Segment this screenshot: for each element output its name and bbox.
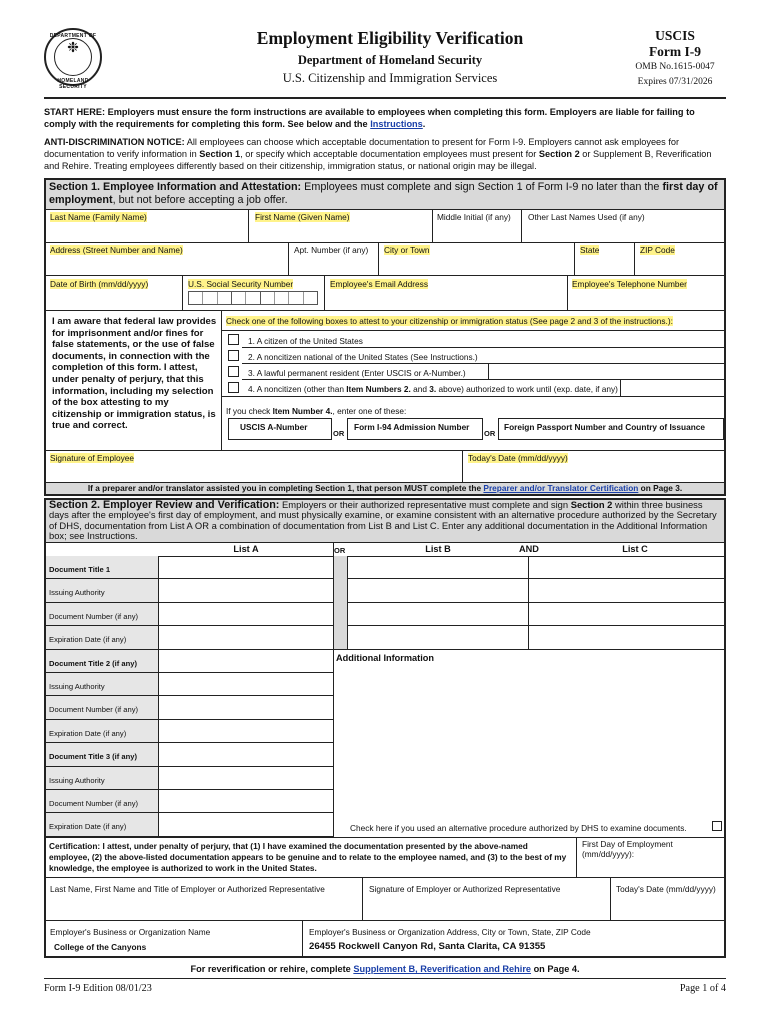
department-name: Department of Homeland Security	[297, 53, 483, 67]
supplement-b-link[interactable]: Supplement B, Reverification and Rehire	[353, 964, 532, 974]
ssn-input[interactable]	[188, 291, 318, 305]
apt-number-input[interactable]	[289, 256, 378, 274]
list-a-input[interactable]	[159, 743, 333, 766]
address-label: Address (Street Number and Name)	[50, 245, 183, 255]
citizen-checkbox[interactable]	[228, 334, 239, 345]
list-or-label: OR	[334, 546, 346, 555]
noncitizen-national-checkbox[interactable]	[228, 350, 239, 361]
list-a-input[interactable]	[159, 579, 333, 602]
additional-info-label: Additional Information	[336, 653, 434, 663]
or-column-shade	[333, 556, 347, 649]
document-row-label: Document Number (if any)	[46, 696, 158, 719]
employee-date-label: Today's Date (mm/dd/yyyy)	[468, 453, 568, 463]
list-a-input[interactable]	[159, 650, 333, 673]
document-row-label: Expiration Date (if any)	[46, 720, 158, 743]
first-day-input[interactable]	[577, 860, 724, 876]
preparer-notice: If a preparer and/or translator assisted you in completing Section 1, that person MUST complete the Preparer and/or Translator Certification on Page 3.	[87, 483, 683, 493]
employer-signature-label: Signature of Employer or Authorized Representative	[369, 884, 561, 894]
form-edition: Form I-9 Edition 08/01/23	[44, 983, 152, 994]
page-number: Page 1 of 4	[679, 983, 726, 994]
first-day-label: First Day of Employment (mm/dd/yyyy):	[582, 839, 673, 859]
business-address-label: Employer's Business or Organization Address, City or Town, State, ZIP Code	[309, 927, 591, 937]
uscis-label: USCIS	[655, 28, 695, 43]
business-name-input[interactable]: College of the Canyons	[54, 942, 147, 952]
alt-procedure-checkbox[interactable]	[712, 821, 722, 831]
reverification-notice: For reverification or rehire, complete Supplement B, Reverification and Rehire on Page 4.	[190, 964, 580, 974]
section-1-title: Section 1. Employee Information and Attestation: Employees must complete and sign Section 1 of Form I-9 no later than the first day of employment, but not before accepting a job offer.	[49, 181, 718, 206]
list-a-input[interactable]	[159, 790, 333, 813]
employee-date-input[interactable]	[463, 463, 724, 481]
list-b-input[interactable]	[348, 626, 528, 649]
business-name-label: Employer's Business or Organization Name	[50, 927, 211, 937]
or-separator-2: OR	[484, 429, 496, 438]
permanent-resident-number-input[interactable]	[489, 364, 724, 378]
work-authorization-expiration-input[interactable]	[621, 380, 724, 395]
phone-label: Employee's Telephone Number	[572, 279, 687, 289]
list-a-input[interactable]	[159, 556, 333, 579]
list-c-input[interactable]	[529, 626, 724, 649]
list-c-input[interactable]	[529, 556, 724, 579]
list-a-input[interactable]	[159, 813, 333, 836]
seal-bottom-text: HOMELAND SECURITY	[57, 78, 89, 90]
form-title: Employment Eligibility Verification	[256, 28, 524, 48]
list-b-input[interactable]	[348, 556, 528, 579]
preparer-certification-link[interactable]: Preparer and/or Translator Certification	[483, 483, 639, 493]
document-row-label: Document Number (if any)	[46, 790, 158, 813]
employer-name-label: Last Name, First Name and Title of Employer or Authorized Representative	[50, 884, 325, 894]
document-row-label: Expiration Date (if any)	[46, 626, 158, 649]
list-a-input[interactable]	[159, 626, 333, 649]
employer-date-input[interactable]	[611, 897, 724, 919]
list-a-input[interactable]	[159, 603, 333, 626]
address-input[interactable]	[46, 256, 288, 274]
noncitizen-authorized-option-label: 4. A noncitizen (other than Item Numbers 2. and 3. above) authorized to work until (exp. date, if any)	[248, 384, 618, 394]
other-last-names-label: Other Last Names Used (if any)	[528, 212, 645, 222]
foreign-passport-label: Foreign Passport Number and Country of Issuance	[504, 422, 706, 432]
list-a-input[interactable]	[159, 696, 333, 719]
list-a-input[interactable]	[159, 673, 333, 696]
dhs-seal-icon	[44, 28, 102, 90]
business-address-input[interactable]: 26455 Rockwell Canyon Rd, Santa Clarita, CA 91355	[309, 941, 546, 952]
phone-input[interactable]	[568, 290, 724, 308]
list-and-label: AND	[519, 544, 539, 554]
list-a-input[interactable]	[159, 720, 333, 743]
permanent-resident-option-label: 3. A lawful permanent resident (Enter USCIS or A-Number.)	[248, 368, 466, 378]
attestation-statement: I am aware that federal law provides for imprisonment and/or fines for false statements, or the use of false documents, in connection with the completion of this form. I attest, under penalty of perjury, that this information, including my selection of the box attesting to my citizenship or immigration status, is true and correct.	[52, 316, 217, 432]
list-a-header: List A	[233, 544, 259, 554]
document-row-label: Issuing Authority	[46, 767, 158, 790]
additional-info-input[interactable]	[334, 664, 724, 814]
last-name-label: Last Name (Family Name)	[50, 212, 147, 222]
employer-date-label: Today's Date (mm/dd/yyyy)	[616, 884, 716, 894]
apt-number-label: Apt. Number (if any)	[294, 245, 369, 255]
section-2-title: Section 2. Employer Review and Verification: Employers or their authorized representative must complete and sign Section 2 within three business days after the employee's first day of employment, and must physically examine, or examine consistent with an alternative procedure authorized by the Secretary of DHS, documentation from List A OR a combination of documentation from List B and List C. Enter any additional documentation in the Additional Information box; see Instructions.	[49, 499, 717, 542]
noncitizen-national-option-label: 2. A noncitizen national of the United States (See Instructions.)	[248, 352, 478, 362]
ssn-label: U.S. Social Security Number	[188, 279, 294, 289]
seal-top-text: DEPARTMENT OF	[49, 33, 97, 39]
middle-initial-input[interactable]	[433, 222, 521, 241]
employer-signature-input[interactable]	[363, 897, 610, 919]
zip-input[interactable]	[635, 256, 724, 274]
employer-name-input[interactable]	[46, 897, 362, 919]
list-b-header: List B	[425, 544, 451, 554]
a-number-label: USCIS A-Number	[240, 422, 308, 432]
list-b-input[interactable]	[348, 579, 528, 602]
instructions-link[interactable]: Instructions	[370, 119, 423, 129]
anti-discrimination-notice: ANTI-DISCRIMINATION NOTICE: All employees can choose which acceptable documentation to present for Form I-9. Employers cannot ask employees for documentation to verify information in Section 1, or specify which acceptable documentation employees must present for Section 2 or Supplement B, Reverification and Rehire. Treating employees differently based on their citizenship, immigration status, or national origin may be illegal.	[44, 137, 712, 171]
last-name-input[interactable]	[46, 222, 248, 241]
document-row-label: Issuing Authority	[46, 673, 158, 696]
form-id: Form I-9	[648, 44, 702, 59]
start-here-notice: START HERE: Employers must ensure the form instructions are available to employees when completing this form. Employers are liable for failing to comply with the requirements for completing this form. See below and the Instructions.	[44, 107, 695, 129]
alt-procedure-label: Check here if you used an alternative procedure authorized by DHS to examine documents.	[350, 823, 687, 833]
document-row-label: Expiration Date (if any)	[46, 813, 158, 836]
document-row-label: Document Title 2 (if any)	[46, 650, 158, 673]
or-separator-1: OR	[333, 429, 345, 438]
citizen-option-label: 1. A citizen of the United States	[248, 336, 363, 346]
city-label: City or Town	[384, 245, 430, 255]
noncitizen-authorized-checkbox[interactable]	[228, 382, 239, 393]
employee-signature-label: Signature of Employee	[50, 453, 134, 463]
first-name-label: First Name (Given Name)	[255, 212, 350, 222]
citizenship-instructions: Check one of the following boxes to attest to your citizenship or immigration status (See page 2 and 3 of the instructions.):	[226, 316, 673, 326]
list-a-input[interactable]	[159, 767, 333, 790]
list-c-input[interactable]	[529, 579, 724, 602]
agency-name: U.S. Citizenship and Immigration Services	[282, 71, 498, 85]
list-c-input[interactable]	[529, 603, 724, 626]
document-row-label: Document Title 1	[46, 556, 158, 579]
middle-initial-label: Middle Initial (if any)	[437, 212, 511, 222]
document-row-label: Document Number (if any)	[46, 603, 158, 626]
first-name-input[interactable]	[249, 222, 432, 241]
email-label: Employee's Email Address	[330, 279, 428, 289]
expiration-date: Expires 07/31/2026	[637, 77, 713, 87]
dob-label: Date of Birth (mm/dd/yyyy)	[50, 279, 149, 289]
email-input[interactable]	[325, 290, 567, 308]
employer-certification: Certification: I attest, under penalty of perjury, that (1) I have examined the documentation presented by the above-named employee, (2) the above-listed documentation appears to be genuine and to relate to the employee named, and (3) to the best of my knowledge, the employee is authorized to work in the United States.	[49, 841, 567, 873]
eagle-icon: ❉	[67, 39, 79, 55]
i94-number-label: Form I-94 Admission Number	[354, 422, 470, 432]
list-b-input[interactable]	[348, 603, 528, 626]
permanent-resident-checkbox[interactable]	[228, 366, 239, 377]
other-last-names-input[interactable]	[522, 222, 724, 241]
state-label: State	[580, 245, 600, 255]
header-rule	[44, 97, 726, 99]
employee-signature-input[interactable]	[46, 463, 462, 481]
document-row-label: Document Title 3 (if any)	[46, 743, 158, 766]
list-c-header: List C	[622, 544, 648, 554]
state-select[interactable]	[575, 256, 634, 274]
dob-input[interactable]	[46, 290, 182, 308]
item-4-instructions: If you check Item Number 4., enter one of these:	[226, 406, 407, 416]
omb-number: OMB No.1615-0047	[635, 62, 715, 72]
zip-label: ZIP Code	[640, 245, 675, 255]
city-input[interactable]	[379, 256, 574, 274]
document-row-label: Issuing Authority	[46, 579, 158, 602]
